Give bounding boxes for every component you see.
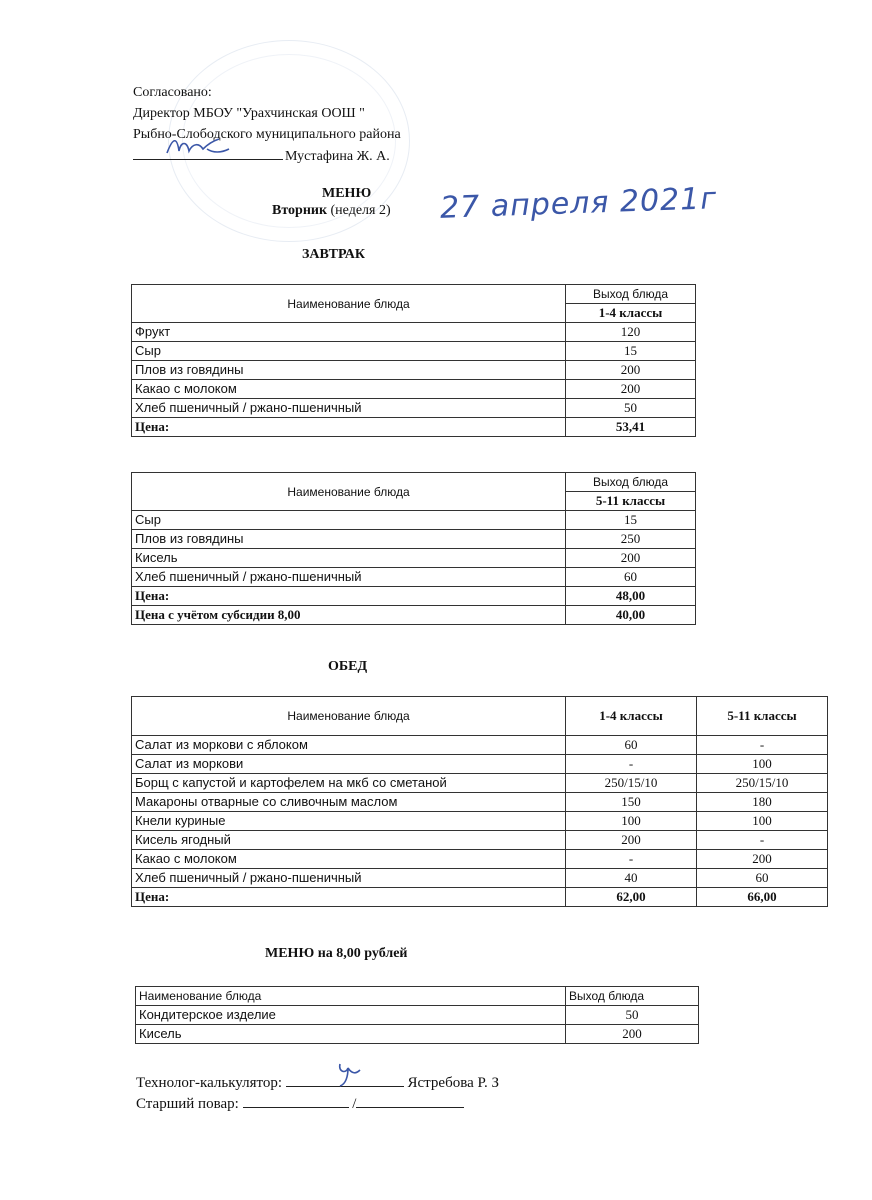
signature-scribble-icon	[334, 1060, 364, 1088]
dish-output: 15	[566, 342, 696, 361]
technologist-name: Ястребова Р. З	[407, 1075, 499, 1091]
dish-output: 15	[566, 511, 696, 530]
subsidy-value: 40,00	[566, 606, 696, 625]
price-label: Цена:	[132, 888, 566, 907]
table-row	[136, 1025, 699, 1044]
cook-name-line	[356, 1093, 464, 1108]
price-value: 53,41	[566, 418, 696, 437]
cook-line	[136, 1093, 499, 1114]
table-row	[132, 530, 696, 549]
dish-name: Кондитерское изделие	[136, 1006, 566, 1025]
week-label: (неделя 2)	[330, 203, 391, 218]
dish-output-1-4: -	[566, 850, 697, 869]
table-row	[136, 1006, 699, 1025]
dish-output-1-4: -	[566, 755, 697, 774]
table-row	[132, 342, 696, 361]
approval-district: Рыбно-Слободского муниципального района	[133, 127, 401, 142]
price-label: Цена:	[132, 587, 566, 606]
table-row	[132, 812, 828, 831]
subsidy-row	[132, 606, 696, 625]
dish-output: 200	[566, 380, 696, 399]
dish-output: 200	[566, 549, 696, 568]
dish-name: Салат из моркови	[132, 755, 566, 774]
approval-signature-line	[133, 145, 401, 167]
table-row	[132, 850, 828, 869]
dish-output: 200	[566, 361, 696, 380]
col-header-grade-1-4: 1-4 классы	[566, 697, 697, 736]
handwritten-date: 27 апреля 2021г	[439, 181, 718, 226]
dish-output-5-11: 100	[697, 812, 828, 831]
col-header-name: Наименование блюда	[136, 987, 566, 1006]
technologist-line	[136, 1072, 499, 1093]
table-row	[132, 549, 696, 568]
col-header-name: Наименование блюда	[132, 697, 566, 736]
dish-name: Хлеб пшеничный / ржано-пшеничный	[132, 399, 566, 418]
dish-output-5-11: 100	[697, 755, 828, 774]
dish-name: Кнели куриные	[132, 812, 566, 831]
dish-output-1-4: 250/15/10	[566, 774, 697, 793]
table-row	[132, 323, 696, 342]
table-row	[132, 869, 828, 888]
extra-menu-table	[135, 986, 699, 1044]
extra-menu-title: МЕНЮ на 8,00 рублей	[265, 946, 408, 961]
dish-name: Хлеб пшеничный / ржано-пшеничный	[132, 568, 566, 587]
cook-separator: /	[352, 1096, 357, 1112]
dish-name: Кисель ягодный	[132, 831, 566, 850]
col-header-output: Выход блюда	[566, 285, 696, 304]
table-row	[132, 568, 696, 587]
dish-name: Кисель	[136, 1025, 566, 1044]
dish-output-1-4: 100	[566, 812, 697, 831]
table-row	[132, 380, 696, 399]
table-row	[132, 774, 828, 793]
col-header-name: Наименование блюда	[132, 285, 566, 323]
dish-output-5-11: 250/15/10	[697, 774, 828, 793]
signature-scribble-icon	[163, 135, 233, 159]
dish-name: Сыр	[132, 511, 566, 530]
dish-name: Плов из говядины	[132, 361, 566, 380]
price-value: 48,00	[566, 587, 696, 606]
col-header-grade: 5-11 классы	[566, 492, 696, 511]
dish-output: 200	[566, 1025, 699, 1044]
table-row	[132, 399, 696, 418]
cook-label: Старший повар:	[136, 1096, 239, 1112]
col-header-output: Выход блюда	[566, 473, 696, 492]
dish-name: Макароны отварные со сливочным маслом	[132, 793, 566, 812]
price-value-5-11: 66,00	[697, 888, 828, 907]
approval-block	[133, 82, 401, 167]
dish-output-1-4: 60	[566, 736, 697, 755]
price-row	[132, 418, 696, 437]
dish-output-5-11: 200	[697, 850, 828, 869]
signatures-block	[136, 1072, 499, 1114]
dish-name: Плов из говядины	[132, 530, 566, 549]
dish-output-5-11: -	[697, 736, 828, 755]
price-row	[132, 888, 828, 907]
dish-output: 50	[566, 1006, 699, 1025]
lunch-title: ОБЕД	[328, 659, 368, 674]
approval-label: Согласовано:	[133, 85, 212, 100]
price-value-1-4: 62,00	[566, 888, 697, 907]
director-name: Мустафина Ж. А.	[285, 149, 390, 164]
dish-output-5-11: 180	[697, 793, 828, 812]
day-line	[272, 203, 391, 219]
breakfast-table-1-4	[131, 284, 696, 437]
price-row	[132, 587, 696, 606]
table-row	[132, 511, 696, 530]
col-header-name: Наименование блюда	[132, 473, 566, 511]
dish-output-5-11: -	[697, 831, 828, 850]
dish-output: 60	[566, 568, 696, 587]
dish-name: Хлеб пшеничный / ржано-пшеничный	[132, 869, 566, 888]
table-row	[132, 361, 696, 380]
cook-signature-line	[243, 1093, 349, 1108]
breakfast-table-5-11	[131, 472, 696, 625]
dish-output: 250	[566, 530, 696, 549]
menu-title: МЕНЮ	[322, 186, 372, 201]
breakfast-title: ЗАВТРАК	[302, 247, 366, 262]
day-name: Вторник	[272, 203, 328, 218]
dish-name: Кисель	[132, 549, 566, 568]
table-row	[132, 793, 828, 812]
dish-name: Какао с молоком	[132, 850, 566, 869]
dish-output-1-4: 40	[566, 869, 697, 888]
technologist-label: Технолог-калькулятор:	[136, 1075, 283, 1091]
approval-director: Директор МБОУ "Урахчинская ООШ "	[133, 106, 365, 121]
dish-output-1-4: 150	[566, 793, 697, 812]
lunch-table	[131, 696, 828, 907]
director-signature	[133, 145, 283, 160]
table-row	[132, 755, 828, 774]
dish-name: Салат из моркови с яблоком	[132, 736, 566, 755]
dish-output: 50	[566, 399, 696, 418]
dish-name: Сыр	[132, 342, 566, 361]
dish-name: Фрукт	[132, 323, 566, 342]
col-header-output: Выход блюда	[566, 987, 699, 1006]
dish-output-1-4: 200	[566, 831, 697, 850]
technologist-signature	[286, 1072, 404, 1087]
table-row	[132, 831, 828, 850]
col-header-grade: 1-4 классы	[566, 304, 696, 323]
dish-output-5-11: 60	[697, 869, 828, 888]
subsidy-label: Цена с учётом субсидии 8,00	[132, 606, 566, 625]
dish-output: 120	[566, 323, 696, 342]
table-row	[132, 736, 828, 755]
col-header-grade-5-11: 5-11 классы	[697, 697, 828, 736]
dish-name: Борщ с капустой и картофелем на мкб со сметаной	[132, 774, 566, 793]
price-label: Цена:	[132, 418, 566, 437]
dish-name: Какао с молоком	[132, 380, 566, 399]
